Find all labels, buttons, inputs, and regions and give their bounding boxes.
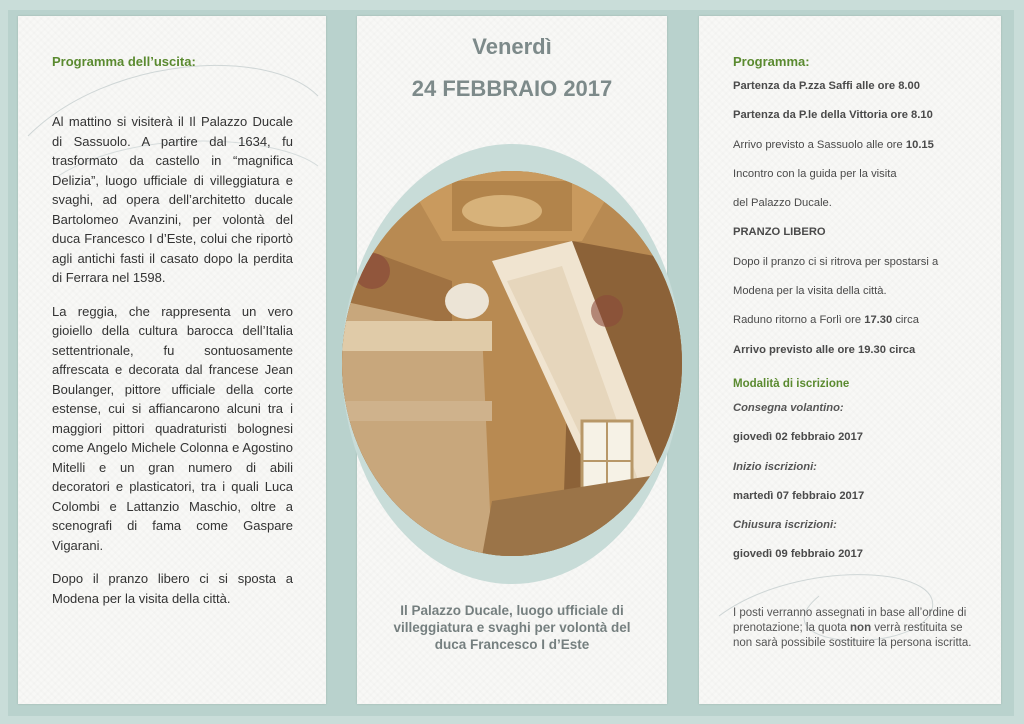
registration-label: Consegna volantino: [733,402,844,414]
schedule-item: del Palazzo Ducale. [733,197,832,210]
event-day: Venerdì [472,34,552,59]
schedule-item: Incontro con la guida per la visita [733,167,897,180]
schedule-item: PRANZO LIBERO [733,226,826,239]
schedule-item: Partenza da P.le della Vittoria ore 8.10 [733,109,933,122]
schedule-item: Arrivo previsto alle ore 19.30 circa [733,343,916,356]
schedule-list [733,80,983,373]
refund-note: I posti verranno assegnati in base all’ordine di prenotazione; la quota non verrà restituita se non sarà possibile sostituire la persona iscritta. [733,607,972,649]
schedule-item: Modena per la visita della città. [733,285,887,298]
right-panel [699,16,1001,704]
program-heading: Programma dell’uscita: [52,54,196,69]
schedule-item: Dopo il pranzo ci si ritrova per spostarsi a [733,255,939,268]
registration-list [733,402,983,578]
schedule-time: 17.30 [864,314,893,327]
photo-caption: Il Palazzo Ducale, luogo ufficiale di villeggiatura e svaghi per volontà del duca Francesco I d’Este [393,603,631,652]
paragraph: Al mattino si visiterà il Il Palazzo Ducale di Sassuolo. A partire dal 1634, fu trasformato da castello in “magnifica Delizia”, luogo ufficiale di villeggiatura e svaghi, ad opera dell’architetto ducale Bartolomeo Avanzini, per volontà del duca Francesco I d’Este, colui che riportò agli antichi fasti il casato dopo la perdita di Ferrara nel 1598. [52,114,293,285]
center-panel [357,16,667,704]
registration-heading: Modalità di iscrizione [733,378,850,390]
schedule-time: 10.15 [905,138,934,151]
registration-date: martedì 07 febbraio 2017 [733,489,865,502]
registration-label: Inizio iscrizioni: [733,460,817,473]
schedule-item: Partenza da P.zza Saffi alle ore 8.00 [733,80,920,92]
event-date: 24 FEBBRAIO 2017 [411,76,613,101]
paragraph: Dopo il pranzo libero ci si sposta a Modena per la visita della città. [52,571,293,606]
registration-date: giovedì 09 febbraio 2017 [733,548,863,561]
ceiling-illustration [342,171,682,556]
program-text [52,112,293,622]
palazzo-photo [342,171,682,556]
paragraph: La reggia, che rappresenta un vero gioiello della cultura barocca dell’Italia settentrionale, fu sontuosamente affrescata e decorata dal francese Jean Boulanger, pittore ufficiale della corte estense, cui si affiancarono alcuni tra i maggiori pittori quadraturisti bolognesi come Angelo Michele Colonna e Agostino Mitelli e un gran numero di abili decoratori e plasticatori, tra i quali Luca Colombi e Lattanzio Maschio, oltre a scenografi di fama come Gaspare Vigarani. [52,303,293,553]
left-panel [18,16,326,704]
schedule-item: Arrivo previsto a Sassuolo alle ore 10.15 [733,138,934,151]
registration-label: Chiusura iscrizioni: [733,519,837,532]
emphasis: non [850,622,872,634]
registration-date: giovedì 02 febbraio 2017 [733,431,863,444]
schedule-item: Raduno ritorno a Forlì ore 17.30 circa [733,314,919,327]
schedule-heading: Programma: [733,54,810,69]
